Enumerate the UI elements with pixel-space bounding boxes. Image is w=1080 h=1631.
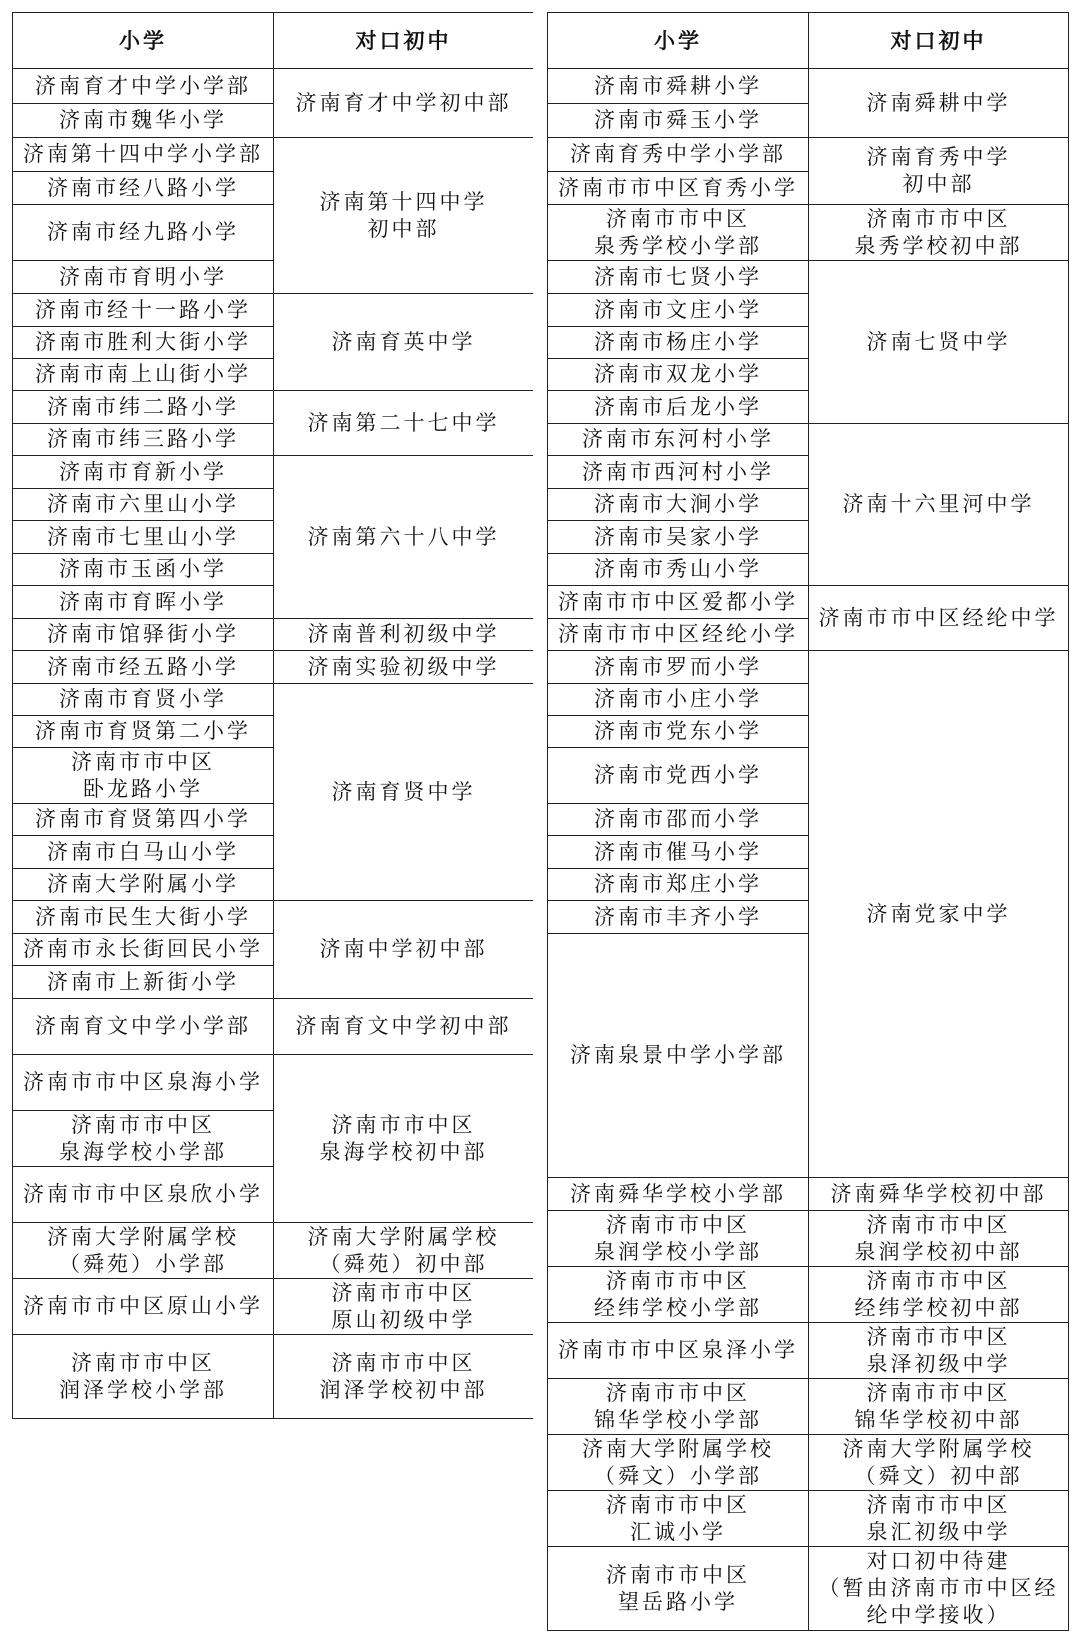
primary-school-cell: 济南市小庄小学	[548, 684, 809, 716]
primary-school-cell: 济南市市中区原山小学	[13, 1279, 274, 1335]
table-row	[548, 1491, 1069, 1547]
primary-school-cell: 济南市市中区泉欣小学	[13, 1167, 274, 1223]
table-row	[548, 586, 1069, 619]
primary-school-cell: 济南市市中区 经纬学校小学部	[548, 1267, 809, 1323]
primary-school-cell: 济南市市中区经纶小学	[548, 619, 809, 651]
primary-school-cell: 济南市党西小学	[548, 748, 809, 804]
middle-school-cell: 济南市市中区 润泽学校初中部	[274, 1335, 534, 1419]
primary-school-cell: 济南市育贤小学	[13, 684, 274, 716]
primary-school-cell: 济南市七贤小学	[548, 261, 809, 294]
primary-school-cell: 济南大学附属学校 （舜文）小学部	[548, 1435, 809, 1491]
middle-school-cell: 济南育贤中学	[274, 684, 534, 901]
primary-school-cell: 济南市东河村小学	[548, 424, 809, 456]
primary-school-cell: 济南市吴家小学	[548, 521, 809, 554]
middle-school-cell: 济南育文中学初中部	[274, 999, 534, 1055]
primary-school-cell: 济南市市中区 润泽学校小学部	[13, 1335, 274, 1419]
table-row	[13, 1335, 534, 1419]
primary-school-cell: 济南市舜玉小学	[548, 104, 809, 138]
table-row	[13, 1055, 534, 1111]
primary-school-cell: 济南大学附属小学	[13, 869, 274, 901]
table-row	[548, 1379, 1069, 1435]
primary-school-cell: 济南市胜利大街小学	[13, 327, 274, 359]
primary-school-cell: 济南市市中区 泉秀学校小学部	[548, 205, 809, 261]
primary-school-cell: 济南市七里山小学	[13, 521, 274, 554]
primary-school-cell: 济南育才中学小学部	[13, 69, 274, 104]
primary-school-cell: 济南市育贤第四小学	[13, 804, 274, 836]
middle-school-cell: 济南市市中区 经纬学校初中部	[809, 1267, 1069, 1323]
right-school-table	[547, 12, 1069, 1631]
primary-school-cell: 济南市南上山街小学	[13, 359, 274, 391]
header-row	[13, 13, 534, 69]
primary-school-cell: 济南市民生大街小学	[13, 901, 274, 934]
primary-school-cell: 济南市杨庄小学	[548, 327, 809, 359]
middle-school-cell: 济南舜华学校初中部	[809, 1178, 1069, 1211]
primary-school-cell: 济南市市中区 望岳路小学	[548, 1547, 809, 1631]
middle-school-cell: 济南舜耕中学	[809, 69, 1069, 138]
table-row	[13, 138, 534, 172]
primary-school-cell: 济南市玉函小学	[13, 554, 274, 586]
middle-school-cell: 济南市市中区 泉汇初级中学	[809, 1491, 1069, 1547]
table-row	[13, 391, 534, 424]
middle-school-cell: 对口初中待建 （暂由济南市市中区经 纶中学接收）	[809, 1547, 1069, 1631]
primary-school-cell: 济南市育贤第二小学	[13, 716, 274, 748]
table-row	[13, 69, 534, 104]
middle-school-cell: 济南育才中学初中部	[274, 69, 534, 138]
middle-school-cell: 济南第二十七中学	[274, 391, 534, 456]
primary-school-cell: 济南市罗而小学	[548, 651, 809, 684]
middle-school-cell: 济南党家中学	[809, 651, 1069, 1178]
middle-school-cell: 济南第六十八中学	[274, 456, 534, 619]
table-row	[13, 999, 534, 1055]
primary-school-cell: 济南泉景中学小学部	[548, 934, 809, 1178]
primary-school-cell: 济南市市中区爱都小学	[548, 586, 809, 619]
primary-school-cell: 济南市市中区育秀小学	[548, 172, 809, 205]
primary-school-cell: 济南市六里山小学	[13, 489, 274, 521]
table-row	[548, 424, 1069, 456]
table-row	[13, 651, 534, 684]
left-table-body	[13, 13, 534, 1419]
primary-school-cell: 济南市文庄小学	[548, 294, 809, 327]
middle-school-cell: 济南大学附属学校 （舜文）初中部	[809, 1435, 1069, 1491]
primary-school-cell: 济南市秀山小学	[548, 554, 809, 586]
primary-school-cell: 济南市纬二路小学	[13, 391, 274, 424]
middle-school-cell: 济南十六里河中学	[809, 424, 1069, 586]
header-primary-school: 小学	[548, 13, 809, 69]
primary-school-cell: 济南市育晖小学	[13, 586, 274, 619]
table-row	[548, 261, 1069, 294]
table-row	[13, 456, 534, 489]
primary-school-cell: 济南市西河村小学	[548, 456, 809, 489]
middle-school-cell: 济南第十四中学 初中部	[274, 138, 534, 294]
table-row	[548, 1211, 1069, 1267]
left-school-table	[12, 12, 534, 1419]
primary-school-cell: 济南市纬三路小学	[13, 424, 274, 456]
primary-school-cell: 济南舜华学校小学部	[548, 1178, 809, 1211]
header-row	[548, 13, 1069, 69]
table-row	[13, 294, 534, 327]
table-row	[548, 1323, 1069, 1379]
table-row	[13, 1223, 534, 1279]
middle-school-cell: 济南大学附属学校 （舜苑）初中部	[274, 1223, 534, 1279]
primary-school-cell: 济南市馆驿街小学	[13, 619, 274, 651]
middle-school-cell: 济南市市中区 泉秀学校初中部	[809, 205, 1069, 261]
primary-school-cell: 济南大学附属学校 （舜苑）小学部	[13, 1223, 274, 1279]
primary-school-cell: 济南育文中学小学部	[13, 999, 274, 1055]
table-separator	[533, 12, 547, 1421]
primary-school-cell: 济南市双龙小学	[548, 359, 809, 391]
middle-school-cell: 济南市市中区 泉泽初级中学	[809, 1323, 1069, 1379]
primary-school-cell: 济南市丰齐小学	[548, 901, 809, 934]
primary-school-cell: 济南市魏华小学	[13, 104, 274, 138]
middle-school-cell: 济南七贤中学	[809, 261, 1069, 424]
primary-school-cell: 济南市市中区 锦华学校小学部	[548, 1379, 809, 1435]
primary-school-cell: 济南市市中区 卧龙路小学	[13, 748, 274, 804]
primary-school-cell: 济南市市中区泉泽小学	[548, 1323, 809, 1379]
primary-school-cell: 济南市市中区 汇诚小学	[548, 1491, 809, 1547]
middle-school-cell: 济南育秀中学 初中部	[809, 138, 1069, 205]
primary-school-cell: 济南育秀中学小学部	[548, 138, 809, 172]
table-row	[548, 1267, 1069, 1323]
header-middle-school: 对口初中	[274, 13, 534, 69]
middle-school-cell: 济南育英中学	[274, 294, 534, 391]
table-row	[13, 684, 534, 716]
primary-school-cell: 济南市永长街回民小学	[13, 934, 274, 966]
header-middle-school: 对口初中	[809, 13, 1069, 69]
header-primary-school: 小学	[13, 13, 274, 69]
middle-school-cell: 济南实验初级中学	[274, 651, 534, 684]
table-row	[548, 205, 1069, 261]
right-table-body	[548, 13, 1069, 1631]
middle-school-cell: 济南市市中区 原山初级中学	[274, 1279, 534, 1335]
middle-school-cell: 济南市市中区 泉润学校初中部	[809, 1211, 1069, 1267]
middle-school-cell: 济南市市中区 锦华学校初中部	[809, 1379, 1069, 1435]
primary-school-cell: 济南第十四中学小学部	[13, 138, 274, 172]
table-row	[548, 69, 1069, 104]
primary-school-cell: 济南市舜耕小学	[548, 69, 809, 104]
table-row	[548, 1435, 1069, 1491]
primary-school-cell: 济南市后龙小学	[548, 391, 809, 424]
primary-school-cell: 济南市经十一路小学	[13, 294, 274, 327]
primary-school-cell: 济南市白马山小学	[13, 836, 274, 869]
table-row	[13, 619, 534, 651]
table-row	[548, 1178, 1069, 1211]
middle-school-cell: 济南普利初级中学	[274, 619, 534, 651]
table-row	[548, 1547, 1069, 1631]
primary-school-cell: 济南市上新街小学	[13, 966, 274, 999]
primary-school-cell: 济南市党东小学	[548, 716, 809, 748]
primary-school-cell: 济南市郑庄小学	[548, 869, 809, 901]
primary-school-cell: 济南市邵而小学	[548, 804, 809, 836]
middle-school-cell: 济南市市中区 泉海学校初中部	[274, 1055, 534, 1223]
table-row	[548, 651, 1069, 684]
table-row	[13, 901, 534, 934]
primary-school-cell: 济南市市中区泉海小学	[13, 1055, 274, 1111]
primary-school-cell: 济南市大涧小学	[548, 489, 809, 521]
primary-school-cell: 济南市育新小学	[13, 456, 274, 489]
primary-school-cell: 济南市经九路小学	[13, 205, 274, 261]
primary-school-cell: 济南市催马小学	[548, 836, 809, 869]
table-row	[548, 138, 1069, 172]
primary-school-cell: 济南市育明小学	[13, 261, 274, 294]
primary-school-cell: 济南市市中区 泉海学校小学部	[13, 1111, 274, 1167]
middle-school-cell: 济南市市中区经纶中学	[809, 586, 1069, 651]
primary-school-cell: 济南市市中区 泉润学校小学部	[548, 1211, 809, 1267]
primary-school-cell: 济南市经八路小学	[13, 172, 274, 205]
primary-school-cell: 济南市经五路小学	[13, 651, 274, 684]
table-row	[13, 1279, 534, 1335]
middle-school-cell: 济南中学初中部	[274, 901, 534, 999]
